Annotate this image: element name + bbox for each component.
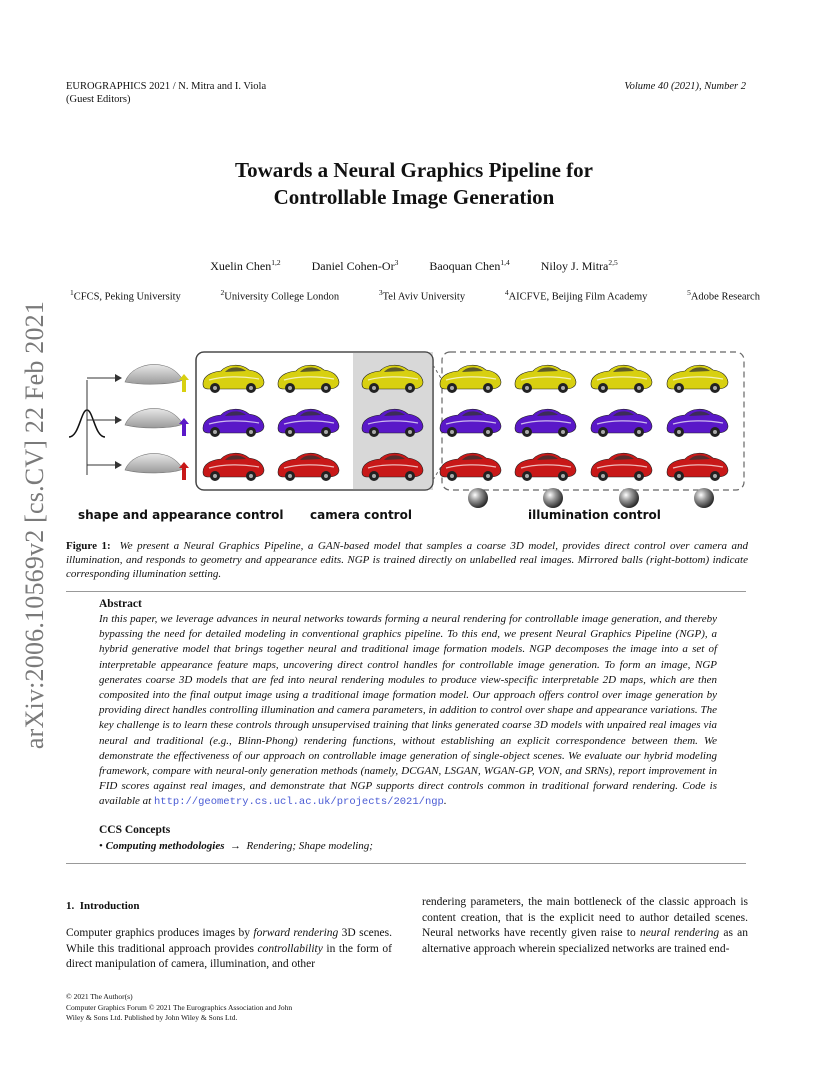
- section-heading: 1. Introduction: [66, 900, 140, 912]
- affiliation: $^1$CFCS, Peking University: [70, 288, 181, 303]
- caption-label: Figure 1:: [66, 540, 111, 552]
- mirrored-balls: [468, 488, 714, 508]
- editors-line: (Guest Editors): [66, 94, 131, 105]
- affiliation: $^2$University College London: [220, 288, 340, 303]
- mirror-ball-icon: [619, 488, 639, 508]
- ccs-heading: CCS Concepts: [99, 824, 171, 836]
- author: Niloy J. Mitra$^{2,5}$: [540, 258, 618, 273]
- paper-title-line1: Towards a Neural Graphics Pipeline for: [235, 158, 593, 182]
- running-header-left: [66, 80, 266, 106]
- mirror-ball-icon: [543, 488, 563, 508]
- venue-line: EUROGRAPHICS 2021 / N. Mitra and I. Viola: [66, 81, 267, 92]
- mirror-ball-icon: [694, 488, 714, 508]
- affiliation: $^3$Tel Aviv University: [378, 288, 466, 303]
- car-image: [591, 409, 652, 437]
- volume-info: Volume 40 (2021), Number 2: [624, 81, 746, 92]
- divider: [66, 863, 746, 864]
- label-illumination: illumination control: [528, 508, 661, 522]
- affiliation: $^4$AICFVE, Beijing Film Academy: [504, 288, 648, 303]
- arrow-heads: [115, 374, 122, 469]
- figure-caption: [66, 539, 748, 581]
- label-shape-appearance: shape and appearance control: [78, 508, 284, 522]
- car-image: [515, 365, 576, 393]
- up-arrow-icon: [179, 462, 189, 480]
- car-image: [667, 453, 728, 481]
- caption-text: We present a Neural Graphics Pipeline, a GAN-based model that samples a coarse 3D model, provides direct control over camera and illumination, and responds to geometry and appearance edits. NGP is trained directly on unlabelled real images. Mirrored balls (right-bottom) indicate corresponding illumination setting.: [66, 540, 748, 580]
- car-image: [440, 453, 501, 481]
- car-image: [515, 409, 576, 437]
- intro-left-column: Computer graphics produces images by forward rendering 3D scenes. While this traditional approach provides controllability in the form of direct manipulation of camera, illumination, and other: [66, 927, 392, 970]
- divider: [66, 591, 746, 592]
- arxiv-stamp: arXiv:2006.10569v2 [cs.CV] 22 Feb 2021: [20, 300, 49, 750]
- branch-lines: [87, 378, 115, 475]
- author: Baoquan Chen$^{1,4}$: [429, 258, 510, 273]
- code-link[interactable]: http://geometry.cs.ucl.ac.uk/projects/2021/ngp: [154, 796, 444, 809]
- car-image: [440, 365, 501, 393]
- coarse-shape-icon: [125, 365, 183, 473]
- paper-title-line2: Controllable Image Generation: [273, 185, 555, 209]
- affiliation: $^5$Adobe Research: [687, 288, 760, 303]
- author: Xuelin Chen$^{1,2}$: [210, 258, 281, 273]
- car-image: [667, 409, 728, 437]
- abstract-heading: Abstract: [99, 598, 142, 610]
- copyright-footer: © 2021 The Author(s) Computer Graphics Forum © 2021 The Eurographics Association and John Wiley & Sons Ltd. Published by John Wiley & Sons Ltd.: [66, 992, 293, 1022]
- car-image: [591, 453, 652, 481]
- label-camera: camera control: [310, 508, 412, 522]
- abstract-body: In this paper, we leverage advances in neural networks towards forming a neural rendering for controllable image generation, and thereby bypassing the need for detailed modeling in conventional graphics pipeline. To this end, we present Neural Graphics Pipeline (NGP), a hybrid generative model that brings together neural and traditional image formation models. NGP decomposes the image into a set of interpretable appearance feature maps, uncovering direct control handles for controllable image generation. To form an image, NGP generates coarse 3D models that are fed into neural rendering modules to produce view-specific interpretable 2D maps, which are then composited into the final output image using a traditional image formation model. Our approach offers control over image generation by providing direct handles controlling illumination and camera parameters, in addition to control over shape and appearance variations. The key challenge is to learn these controls through unsupervised training that links generated coarse 3D models with unpaired real images via neural and traditional (e.g., Blinn-Phong) rendering functions, without establishing an explicit correspondence between them. We demonstrate the effectiveness of our approach on controllable image generation of single-object scenes. We evaluate our hybrid modeling framework, compare with neural-only generation methods (namely, DCGAN, LSGAN, WGAN-GP, VON, and SRNs), report improvement in FID scores against real images, and demonstrate that NGP supports direct controls common in traditional forward rendering. Code is available at http://geometry.cs.ucl.ac.uk/projects/2021/ngp.: [99, 613, 717, 809]
- teaser-figure: [65, 340, 755, 530]
- author: Daniel Cohen-Or$^3$: [311, 258, 399, 273]
- affiliation-list: [70, 288, 760, 303]
- author-list: [0, 258, 828, 274]
- car-image: [515, 453, 576, 481]
- car-grid: [203, 365, 728, 481]
- ccs-concepts: • Computing methodologies → Rendering; Shape modeling;: [99, 840, 373, 852]
- car-image: [591, 365, 652, 393]
- mirror-ball-icon: [468, 488, 488, 508]
- car-image: [667, 365, 728, 393]
- intro-right-column: rendering parameters, the main bottleneck of the classic approach is content creation, that is the explicit need to author detailed scenes. Neural networks have recently given raise to neural rendering as an alternative approach wherein specialized networks are trained end-: [422, 896, 748, 955]
- car-image: [440, 409, 501, 437]
